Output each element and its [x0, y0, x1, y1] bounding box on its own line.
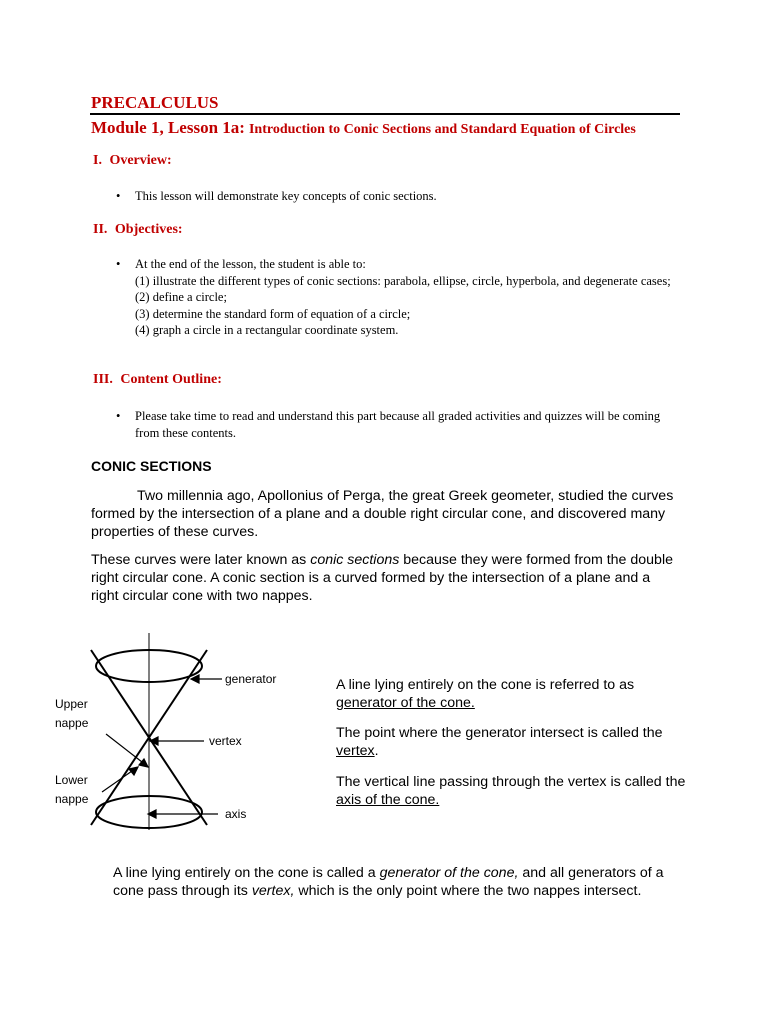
conic-sections-heading: CONIC SECTIONS	[91, 458, 212, 474]
upper-nappe-arrow	[106, 734, 142, 762]
lower-nappe-label-line2: nappe	[55, 792, 89, 806]
overview-title: Overview:	[109, 153, 172, 168]
lower-nappe-label-line1: Lower	[55, 773, 88, 787]
text-span: because they were formed from the double right circular cone. A conic section is a curved formed by the intersection of a plane and a right circular cone with two nappes.	[91, 552, 673, 604]
objectives-bullet	[116, 256, 678, 339]
objectives-list	[135, 256, 678, 339]
text-span: A line lying entirely on the cone is referred to as	[336, 677, 635, 693]
bullet-icon: •	[116, 409, 121, 423]
content-outline-heading	[93, 372, 222, 388]
content-outline-title: Content Outline:	[120, 372, 222, 387]
bullet-icon: •	[116, 257, 121, 271]
upper-nappe-label-line2: nappe	[55, 716, 89, 730]
generator-term: generator of the cone.	[336, 695, 475, 711]
lower-nappe-arrow	[102, 771, 132, 792]
overview-text: This lesson will demonstrate key concepts of conic sections.	[135, 189, 437, 203]
title-rule	[90, 113, 680, 115]
vertex-label: vertex	[209, 734, 242, 748]
upper-nappe-label-line1: Upper	[55, 697, 88, 711]
overview-bullet	[116, 188, 678, 205]
closing-paragraph	[113, 864, 683, 900]
overview-heading	[93, 153, 172, 169]
upper-nappe-label	[55, 695, 88, 733]
double-cone-figure	[50, 630, 340, 830]
doc-title: PRECALCULUS	[91, 93, 219, 112]
vertex-definition	[336, 724, 696, 760]
generator-label: generator	[225, 672, 277, 686]
text-span: A line lying entirely on the cone is called a	[113, 865, 380, 881]
emphasis-term: vertex,	[251, 883, 295, 899]
module-label: Module 1, Lesson 1a:	[91, 118, 245, 137]
lower-nappe-arrowhead	[129, 767, 138, 775]
objective-intro: At the end of the lesson, the student is able to:	[135, 257, 366, 271]
lower-nappe-label	[55, 771, 88, 809]
content-outline-bullet	[116, 408, 678, 441]
overview-number: I.	[93, 153, 102, 168]
emphasis-term: generator of the cone,	[379, 865, 519, 881]
axis-term: axis of the cone.	[336, 792, 440, 808]
axis-definition	[336, 773, 696, 809]
content-outline-text: Please take time to read and understand this part because all graded activities and quizzes will be coming from these contents.	[135, 409, 661, 440]
text-span: and all generators of a cone pass through its	[113, 865, 664, 899]
objectives-heading	[93, 222, 183, 238]
objectives-title: Objectives:	[114, 222, 183, 237]
objectives-number: II.	[93, 222, 108, 237]
emphasis-term: conic sections	[310, 552, 400, 568]
axis-label: axis	[225, 807, 247, 821]
text-span: which is the only point where the two nappes intersect.	[294, 883, 642, 899]
objective-item: (1) illustrate the different types of conic sections: parabola, ellipse, circle, hyperbola, and degenerate cases;	[135, 273, 671, 288]
bullet-icon: •	[116, 189, 121, 203]
double-cone-diagram	[50, 630, 340, 830]
text-span: The vertical line passing through the vertex is called the	[336, 774, 686, 790]
objective-item: (2) define a circle;	[135, 290, 227, 304]
apollonius-paragraph: Two millennia ago, Apollonius of Perga, the great Greek geometer, studied the curves formed by the intersection of a plane and a double right circular cone, and discovered many properties of these curves.	[91, 488, 674, 540]
lesson-title	[91, 118, 636, 138]
text-span: The point where the generator intersect is called the	[336, 725, 663, 741]
objective-item: (3) determine the standard form of equation of a circle;	[135, 306, 411, 321]
vertex-term: vertex	[336, 743, 375, 759]
lesson-name: Introduction to Conic Sections and Standard Equation of Circles	[248, 122, 636, 137]
generator-definition	[336, 676, 696, 712]
conic-definition-paragraph	[91, 551, 681, 605]
text-span: .	[374, 743, 379, 759]
content-outline-number: III.	[93, 372, 113, 387]
text-span: These curves were later known as	[91, 552, 311, 568]
objective-item: (4) graph a circle in a rectangular coordinate system.	[135, 323, 399, 337]
